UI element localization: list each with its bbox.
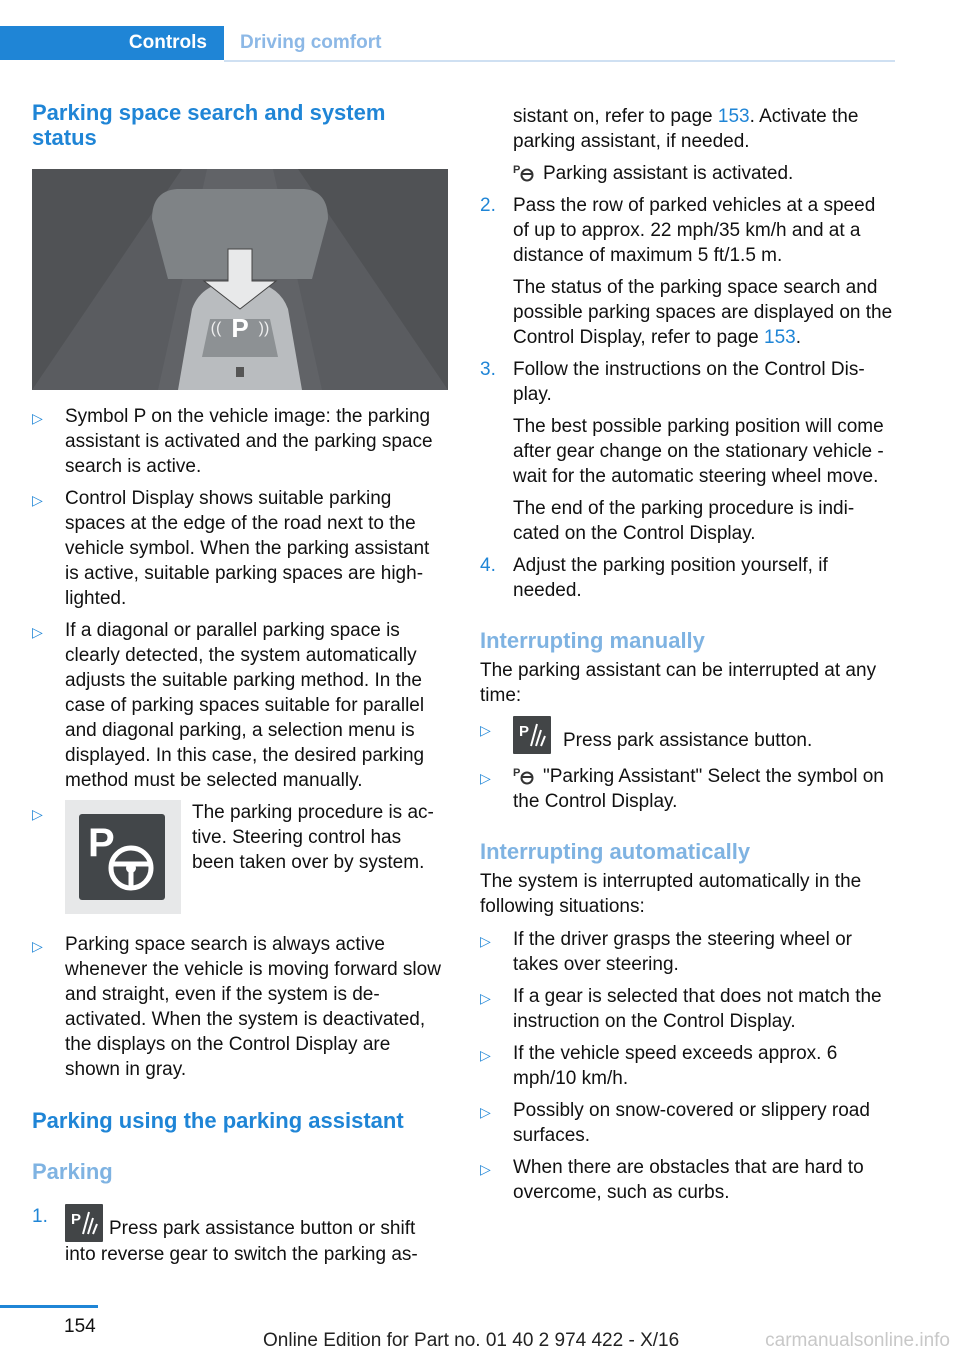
bullet-triangle-icon: ▷ xyxy=(480,1161,491,1177)
step-3-note-2: The end of the parking procedure is indi-cated on the Control Display. xyxy=(513,498,855,544)
step-3: 3. Follow the instructions on the Control Dis-play. xyxy=(480,359,865,405)
list-item: ▷ If the driver grasps the steering wheel or takes over steering. xyxy=(480,929,853,975)
tab-controls[interactable]: Controls xyxy=(0,26,224,60)
list-item: ▷ When there are obstacles that are hard to overcome, such as curbs. xyxy=(480,1157,864,1203)
bullet-triangle-icon: ▷ xyxy=(32,624,43,640)
svg-text:P: P xyxy=(513,164,521,176)
watermark: carmanualsonline.info xyxy=(765,1330,950,1351)
auto-bullet-list xyxy=(480,927,896,1205)
park-assistance-button-icon xyxy=(65,1204,103,1242)
bullet-triangle-icon: ▷ xyxy=(480,1047,491,1063)
activated-status: P Parking assistant is activated. xyxy=(513,163,794,184)
step-2-note: The status of the parking space search and possible parking spaces are displayed on the Control Display, refer to page 153. xyxy=(513,277,893,348)
section-heading-manual: Interrupting manually xyxy=(480,628,705,653)
list-item: ▷ If a diagonal or parallel parking space is clearly detected, the system automatically adjusts the suitable parking method. In the case of parking spaces suitable for parallel and diagonal parking, a selection menu is displayed. In this case, the desired parking method must be selected manually. xyxy=(32,620,425,791)
list-item: ▷ Possibly on snow-covered or slippery road surfaces. xyxy=(480,1100,870,1146)
svg-text:P: P xyxy=(231,313,249,343)
auto-intro: The system is interrupted automatically in the following situations: xyxy=(480,871,862,917)
park-assistance-button-icon xyxy=(513,716,551,754)
tab-driving-comfort[interactable]: Driving comfort xyxy=(240,32,382,53)
step-1-continued: sistant on, refer to page 153. Activate the parking assistant, if needed. xyxy=(513,106,859,152)
step-2: 2. Pass the row of parked vehicles at a speed of up to approx. 22 mph/35 km/h and at a distance of maximum 5 ft/1.5 m. xyxy=(480,195,876,266)
bullet-triangle-icon: ▷ xyxy=(480,722,491,738)
left-column xyxy=(32,100,448,1267)
list-item: ▷ Parking space search is always active whenever the vehicle is moving forward slow and straight, even if the system is de-activated. When the system is deactivated, the displays on the Control Display are shown in gray. xyxy=(32,934,441,1080)
list-item: ▷ If a gear is selected that does not match the instruction on the Control Display. xyxy=(480,986,882,1032)
list-item: ▷ Control Display shows suitable parking spaces at the edge of the road next to the vehicle symbol. When the parking assistant is active, suitable parking spaces are high-lighted. xyxy=(32,488,430,609)
bullet-triangle-icon: ▷ xyxy=(480,1104,491,1120)
section-heading-automatic: Interrupting automatically xyxy=(480,839,751,864)
svg-text:((: (( xyxy=(210,320,222,337)
edition-footer: Online Edition for Part no. 01 40 2 974 422 - X/16 xyxy=(263,1330,680,1351)
subsection-heading-parking: Parking xyxy=(32,1159,113,1184)
bullet-triangle-icon: ▷ xyxy=(32,410,43,426)
parking-assistant-active-icon xyxy=(513,162,535,182)
list-item: ▷ P The parking procedure is ac-tive. Steering control has been taken over by system. xyxy=(32,800,448,916)
section-heading-parking-assistant: Parking using the parking assistant xyxy=(32,1108,404,1133)
page-link-153-b[interactable]: 153 xyxy=(764,327,796,348)
svg-text:P: P xyxy=(513,767,521,779)
list-item: ▷ Symbol P on the vehicle image: the parking assistant is activated and the parking space search is active. xyxy=(32,406,433,477)
manual-intro: The parking assistant can be interrupted at any time: xyxy=(480,660,877,706)
page-header xyxy=(0,26,895,62)
bullet-triangle-icon: ▷ xyxy=(32,492,43,508)
step-4: 4. Adjust the parking position yourself, if needed. xyxy=(480,555,828,601)
parking-assistant-illustration xyxy=(32,169,448,390)
bullet-triangle-icon: ▷ xyxy=(480,990,491,1006)
list-item: ▷ P "Parking Assistant" Select the symbol on the Control Display. xyxy=(480,766,884,812)
svg-text:P: P xyxy=(71,1211,82,1228)
vehicle-display-image xyxy=(32,169,448,390)
list-item: ▷ If the vehicle speed exceeds approx. 6 mph/10 km/h. xyxy=(480,1043,838,1089)
header-divider xyxy=(224,60,895,62)
bullet-triangle-icon: ▷ xyxy=(32,806,43,822)
parking-assistant-symbol-icon xyxy=(513,765,535,785)
list-item: ▷ P Press park assistance button. xyxy=(480,716,896,754)
page-number-bar xyxy=(0,1305,98,1308)
bullet-triangle-icon: ▷ xyxy=(32,938,43,954)
bullet-triangle-icon: ▷ xyxy=(480,933,491,949)
page-link-153[interactable]: 153 xyxy=(717,106,750,127)
bullet-triangle-icon: ▷ xyxy=(480,770,491,786)
page-number: 154 xyxy=(64,1316,96,1337)
svg-text:P: P xyxy=(519,723,530,740)
parking-active-icon xyxy=(65,800,181,914)
step-3-note-1: The best possible parking position will come after gear change on the stationary vehicle - wait for the automatic steering wheel move. xyxy=(513,416,884,487)
status-bullet-list xyxy=(32,404,448,1082)
svg-text:)): )) xyxy=(258,320,270,337)
svg-text:P: P xyxy=(88,821,115,865)
step-1: 1. P Press park assistance button or shift into reverse gear to switch the parking as- xyxy=(32,1206,418,1265)
right-column xyxy=(480,104,896,1205)
section-heading-status: Parking space search and system status xyxy=(32,100,386,150)
